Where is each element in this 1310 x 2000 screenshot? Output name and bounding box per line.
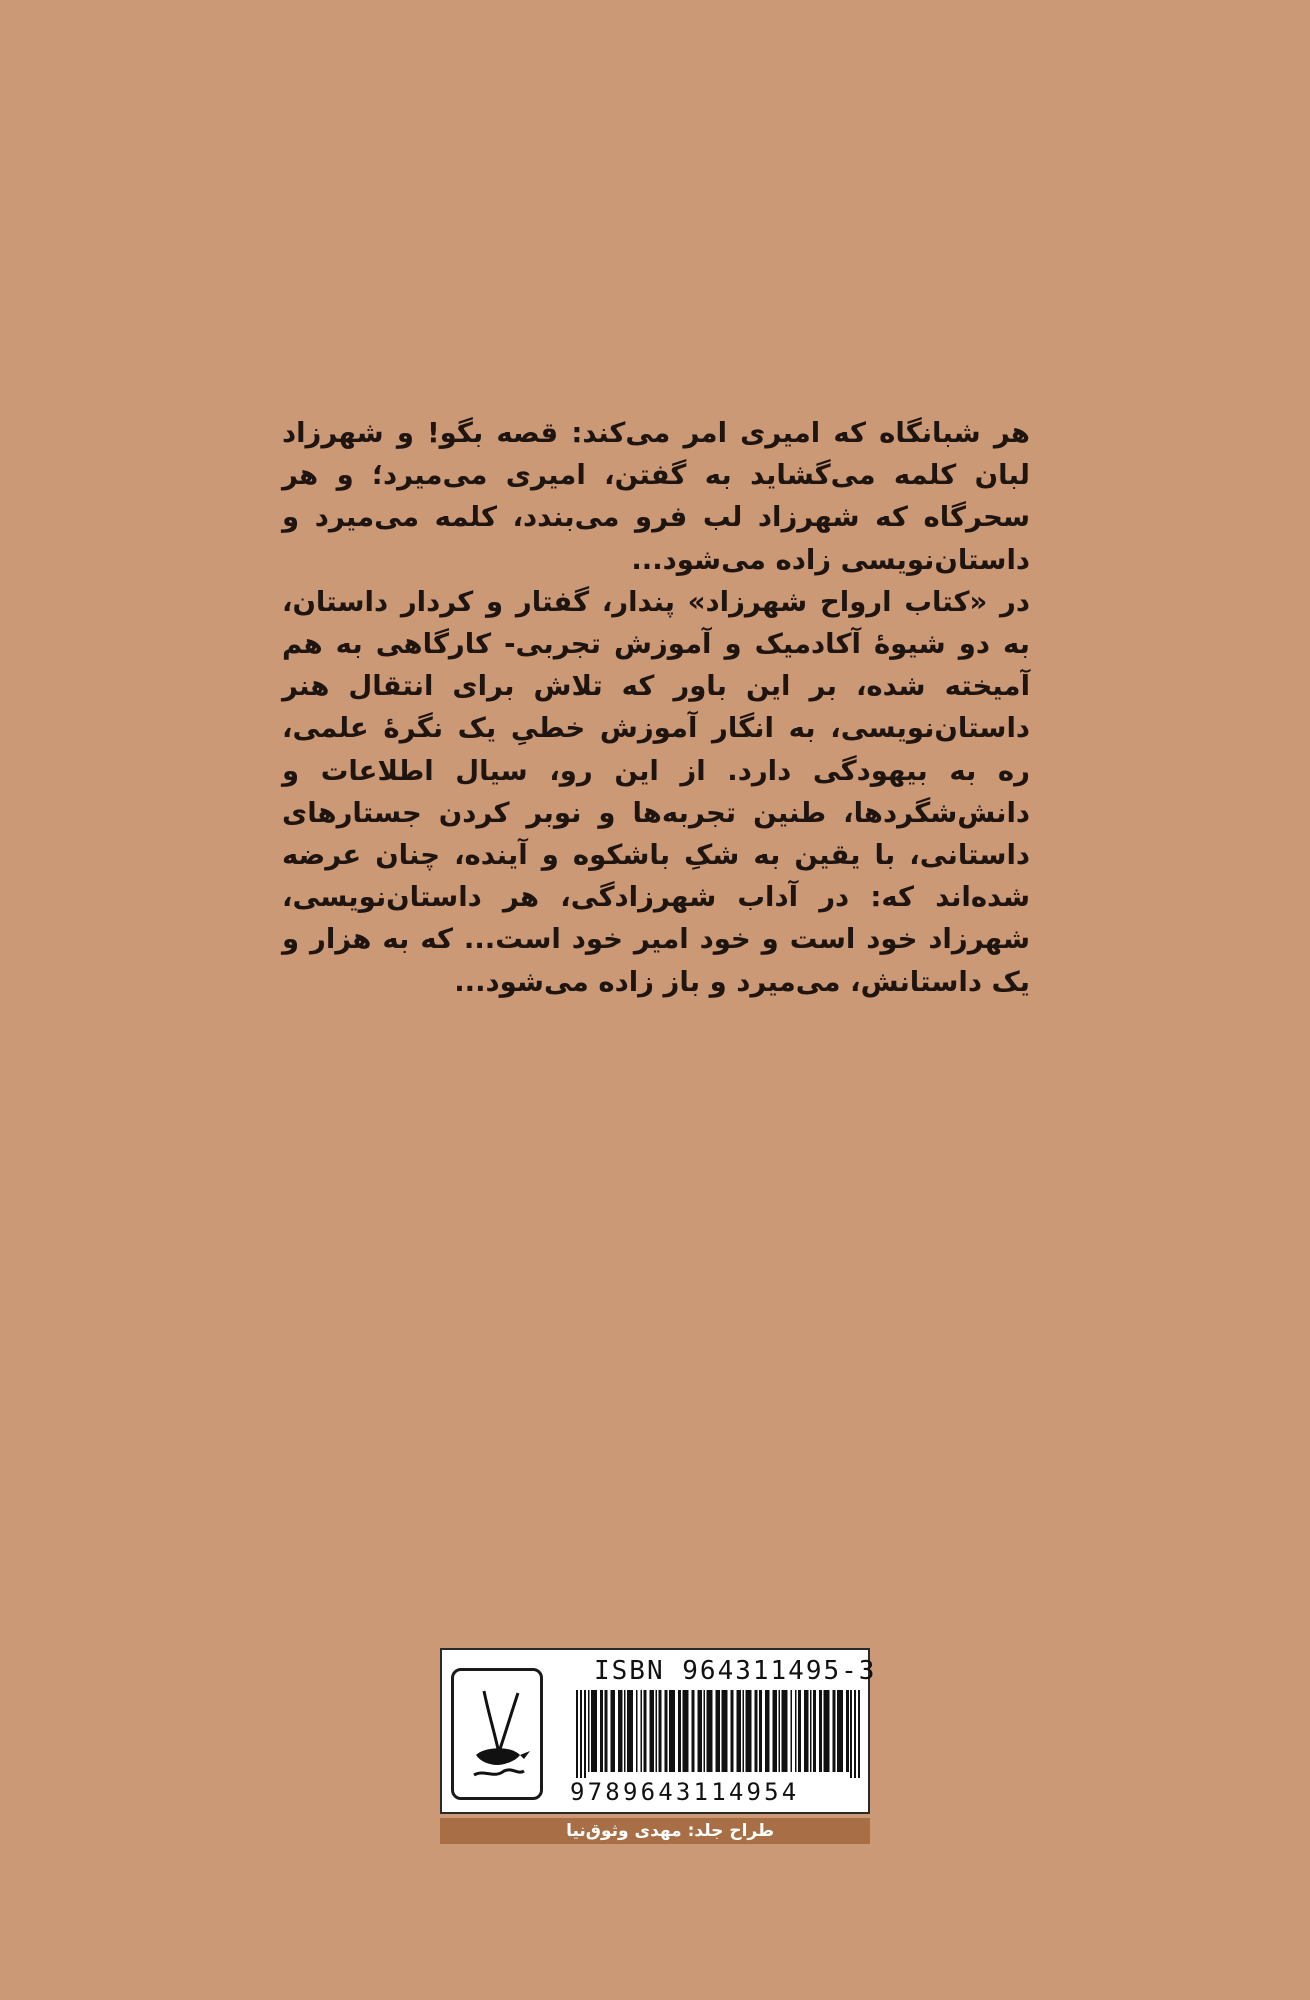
- ean-digits: 9789643114954: [570, 1778, 866, 1806]
- barcode: [572, 1690, 862, 1780]
- cover-designer-credit: طراح جلد: مهدی وثوق‌نیا: [566, 1821, 774, 1841]
- isbn-number: ISBN 964311495-3: [594, 1656, 877, 1686]
- back-cover-blurb: [282, 412, 1030, 1003]
- blurb-paragraph-2: در «کتاب ارواح شهرزاد» پندار، گفتار و کردار داستان، به دو شیوهٔ آکادمیک و آموزش تجربی- کارگاهی به هم آمیخته شده، بر این باور که تلاش برای انتقال هنر داستان‌نویسی، به انگار آموزش خطیِ یک نگرهٔ علمی، ره به بیهودگی دارد. از این رو، سیال اطلاعات و دانش‌شگردها، طنین تجربه‌ها و نوبر کردن جستارهای داستانی، با یقین به شکِ باشکوه و آینده، چنان عرضه شده‌اند که: در آداب شهرزادگی، هر داستان‌نویسی، شهرزاد خود است و خود امیر خود است... که به هزار و یک داستانش، می‌میرد و باز زاده می‌شود...: [282, 585, 1030, 998]
- isbn-barcode-box: [440, 1648, 877, 1814]
- publisher-bird-logo-icon: [454, 1671, 540, 1797]
- publisher-logo: [451, 1668, 543, 1800]
- designer-credit-strip: [440, 1818, 870, 1844]
- blurb-paragraph-1: هر شبانگاه که امیری امر می‌کند: قصه بگو! و شهرزاد لبان کلمه می‌گشاید به گفتن، امیری می‌میرد؛ و هر سحرگاه که شهرزاد لب فرو می‌بندد، کلمه می‌میرد و داستان‌نویسی زاده می‌شود...: [282, 417, 1030, 576]
